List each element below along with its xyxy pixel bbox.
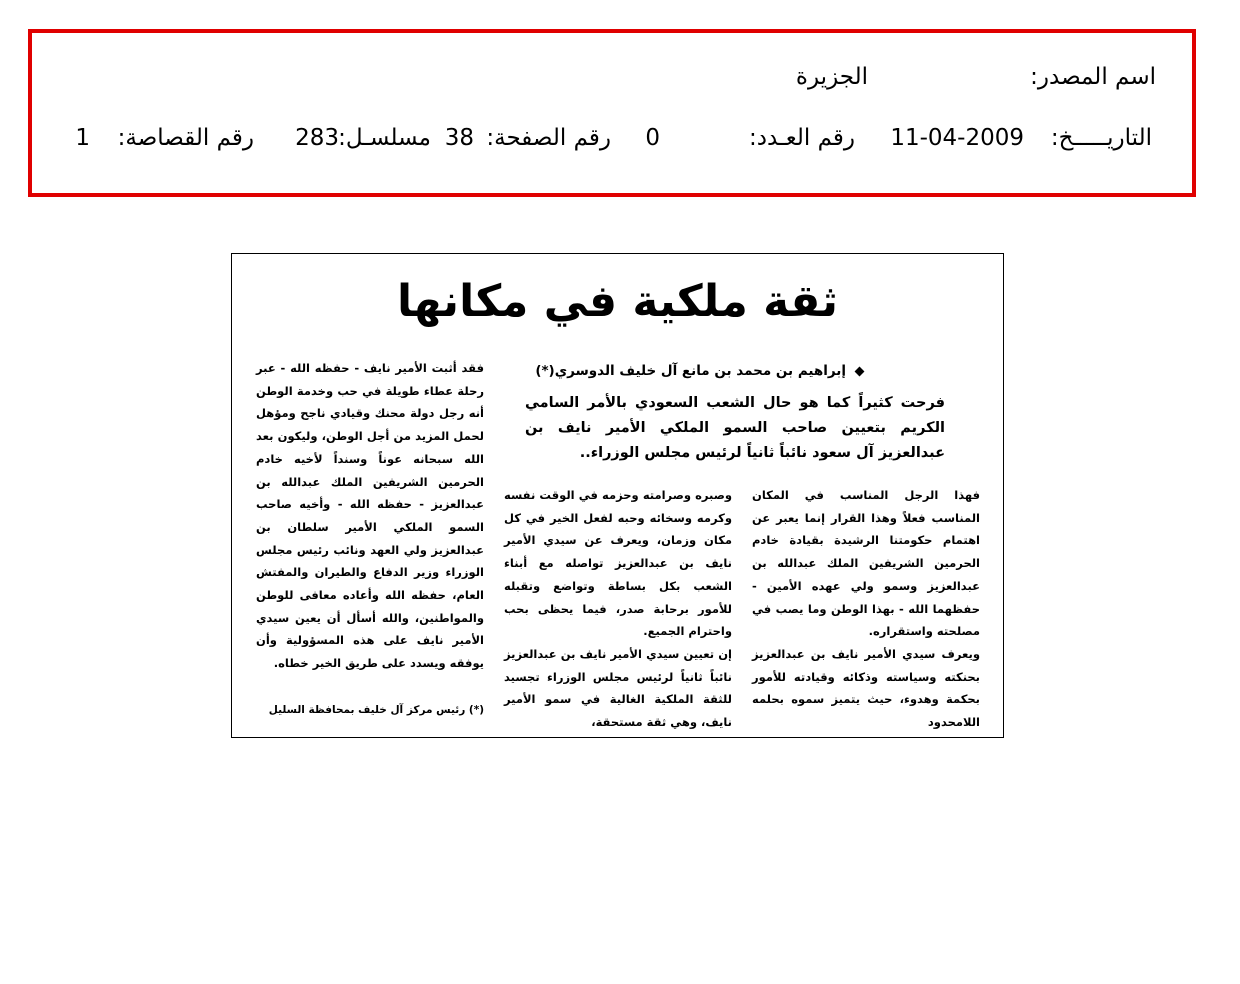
date-value: 11-04-2009	[890, 125, 1024, 151]
source-value: الجزيرة	[795, 64, 868, 90]
column-middle	[504, 484, 732, 734]
byline-text: إبراهيم بن محمد بن مانع آل خليف الدوسري(*)	[535, 363, 846, 379]
article-byline	[483, 362, 863, 380]
article-lead: فرحت كثيراً كما هو حال الشعب السعودي بالأمر السامي الكريم بتعيين صاحب السمو الملكي الأمير نايف بن عبدالعزيز آل سعود نائباً ثانياً لرئيس مجلس الوزراء..	[525, 395, 945, 461]
column-right-paragraph: فهذا الرجل المناسب في المكان المناسب فعلاً وهذا القرار إنما يعبر عن اهتمام حكومتنا الرشيدة بقيادة خادم الحرمين الشريفين الملك عبدالله بن عبدالعزيز وسمو ولي عهده الأمين - حفظهما الله - بهذا الوطن وما يصب في مصلحته واستقراره.	[752, 488, 980, 639]
column-middle-paragraph: إن تعيين سيدي الأمير نايف بن عبدالعزيز نائباً ثانياً لرئيس مجلس الوزراء تجسيد للثقة الملكية الغالية في سمو الأمير نايف، وهي ثقة مستحقة،	[504, 646, 732, 730]
clipping-value: 1	[75, 125, 90, 151]
metadata-box	[28, 29, 1196, 197]
author-footnote: (*) رئيس مركز آل خليف بمحافظة السليل	[268, 704, 484, 716]
clipping-label: رقم القصاصة:	[117, 125, 254, 151]
column-left-paragraph: فقد أثبت الأمير نايف - حفظه الله - عبر رحلة عطاء طويلة في حب وخدمة الوطن أنه رجل دولة محنك وقيادي ناجح ومؤهل لحمل المزيد من أجل الوطن، وليكون بعد الله سبحانه عوناً وسنداً لأخيه خادم الحرمين الشريفين الملك عبدالله بن عبدالعزيز - حفظه الله - وأخيه صاحب السمو الملكي الأمير سلطان بن عبدالعزيز ولي العهد ونائب رئيس مجلس الوزراء وزير الدفاع والطيران والمفتش العام، حفظه الله وأعاده معافى للوطن والمواطنين، والله أسأل أن يعين سيدي الأمير نايف على هذه المسؤولية وأن يوفقه ويسدد على طريق الخير خطاه.	[256, 361, 484, 671]
article-clipping	[231, 253, 1004, 738]
page-label: رقم الصفحة:	[486, 125, 611, 151]
column-left	[256, 357, 484, 675]
article-headline: ثقة ملكية في مكانها	[396, 276, 839, 327]
column-right	[752, 484, 980, 734]
date-label: التاريـــــخ:	[1050, 125, 1152, 151]
page-value: 38	[444, 125, 474, 151]
column-middle-paragraph: وصبره وصرامته وحزمه في الوقت نفسه وكرمه وسخائه وحبه لفعل الخير في كل مكان وزمان، ويعرف عن سيدي الأمير نايف بن عبدالعزيز تواصله مع أبناء الشعب بكل بساطة وتواضع وتقبله للأمور برحابة صدر، فيما يحظى بحب واحترام الجميع.	[504, 488, 732, 639]
issue-value: 0	[645, 125, 660, 151]
issue-label: رقم العـدد:	[748, 125, 855, 151]
serial-label: مسلسـل:	[338, 125, 431, 151]
serial-value: 283	[295, 125, 339, 151]
source-label: اسم المصدر:	[1030, 64, 1156, 90]
column-right-paragraph: ويعرف سيدي الأمير نايف بن عبدالعزيز بحنكته وسياسته وذكائه وقيادته للأمور بحكمة وهدوء، حيث يتميز سموه بحلمه اللامحدود	[752, 646, 980, 730]
diamond-bullet-icon	[855, 366, 865, 376]
